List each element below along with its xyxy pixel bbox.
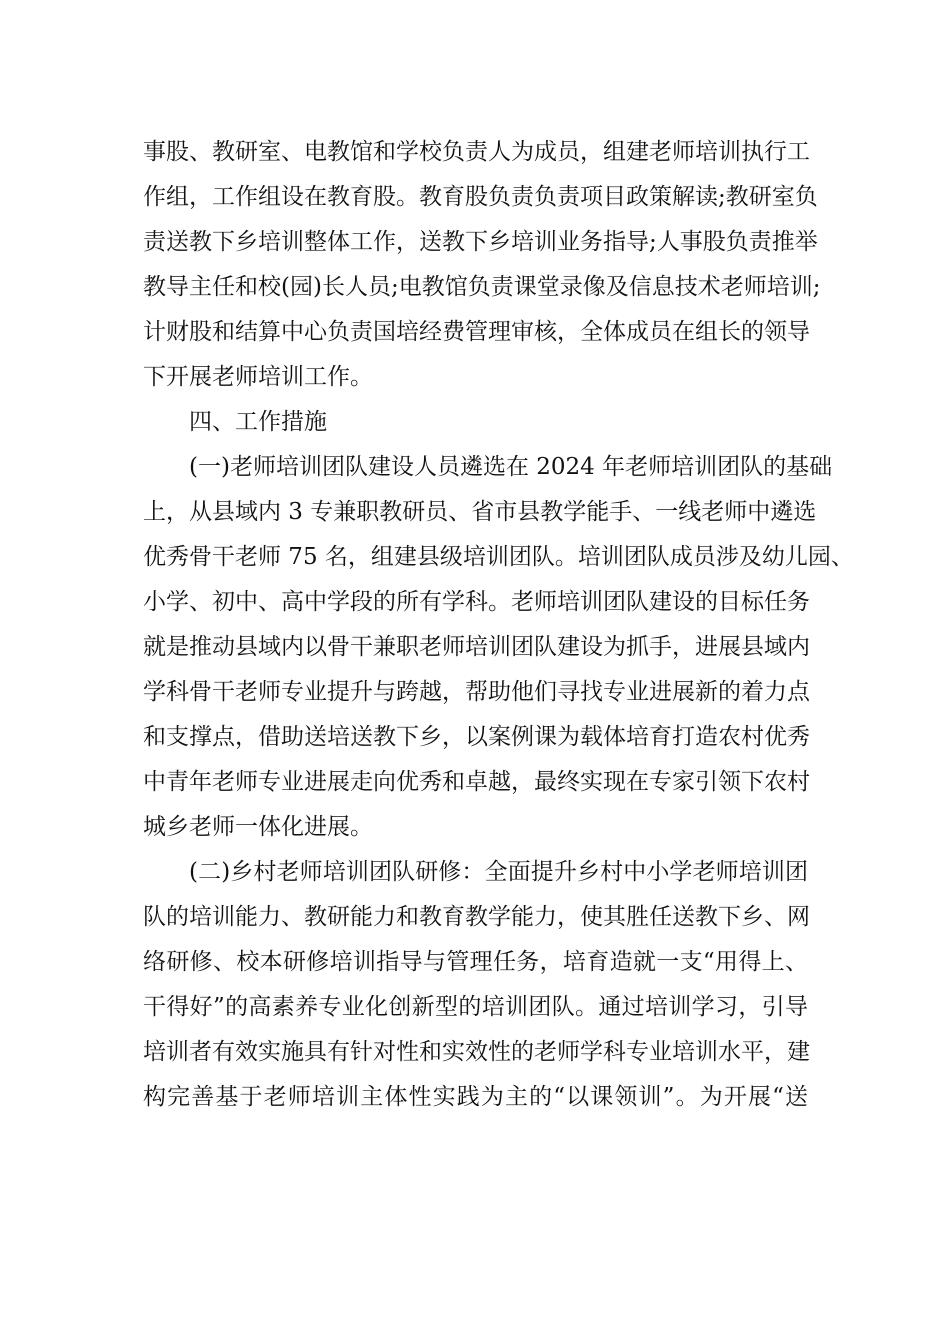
text-line: 队的培训能力、教研能力和教育教学能力，使其胜任送教下乡、网 bbox=[143, 904, 810, 930]
text-line: 计财股和结算中心负责国培经费管理审核，全体成员在组长的领导 bbox=[143, 319, 810, 345]
text-line: 作组，工作组设在教育股。教育股负责负责项目政策解读;教研室负 bbox=[143, 184, 818, 210]
text-line: 小学、初中、高中学段的所有学科。老师培训团队建设的目标任务 bbox=[143, 589, 810, 615]
text-line: 构完善基于老师培训主体性实践为主的“以课领训”。为开展“送 bbox=[143, 1084, 808, 1110]
text-line: (二)乡村老师培训团队研修：全面提升乡村中小学老师培训团 bbox=[189, 859, 808, 885]
document-body bbox=[143, 130, 854, 1120]
text-line: 优秀骨干老师 75 名，组建县级培训团队。培训团队成员涉及幼儿园、 bbox=[143, 544, 854, 570]
text-line: 络研修、校本研修培训指导与管理任务，培育造就一支“用得上、 bbox=[143, 949, 808, 975]
text-line: 责送教下乡培训整体工作，送教下乡培训业务指导;人事股负责推举 bbox=[143, 229, 818, 255]
text-line: 中青年老师专业进展走向优秀和卓越，最终实现在专家引领下农村 bbox=[143, 769, 810, 795]
text-line: 就是推动县域内以骨干兼职老师培训团队建设为抓手，进展县域内 bbox=[143, 634, 810, 660]
text-line: 教导主任和校(园)长人员;电教馆负责课堂录像及信息技术老师培训; bbox=[143, 274, 821, 300]
text-line: 上，从县域内 3 专兼职教研员、省市县教学能手、一线老师中遴选 bbox=[143, 499, 817, 525]
text-line: 城乡老师一体化进展。 bbox=[143, 814, 373, 840]
text-line: (一)老师培训团队建设人员遴选在 2024 年老师培训团队的基础 bbox=[189, 454, 833, 480]
text-line: 和支撑点，借助送培送教下乡，以案例课为载体培育打造农村优秀 bbox=[143, 724, 810, 750]
section-heading: 四、工作措施 bbox=[189, 409, 327, 435]
text-line: 学科骨干老师专业提升与跨越，帮助他们寻找专业进展新的着力点 bbox=[143, 679, 810, 705]
text-line: 干得好”的高素养专业化创新型的培训团队。通过培训学习，引导 bbox=[143, 994, 808, 1020]
text-line: 事股、教研室、电教馆和学校负责人为成员，组建老师培训执行工 bbox=[143, 139, 810, 165]
text-line: 培训者有效实施具有针对性和实效性的老师学科专业培训水平，建 bbox=[143, 1039, 810, 1065]
text-line: 下开展老师培训工作。 bbox=[143, 364, 373, 390]
